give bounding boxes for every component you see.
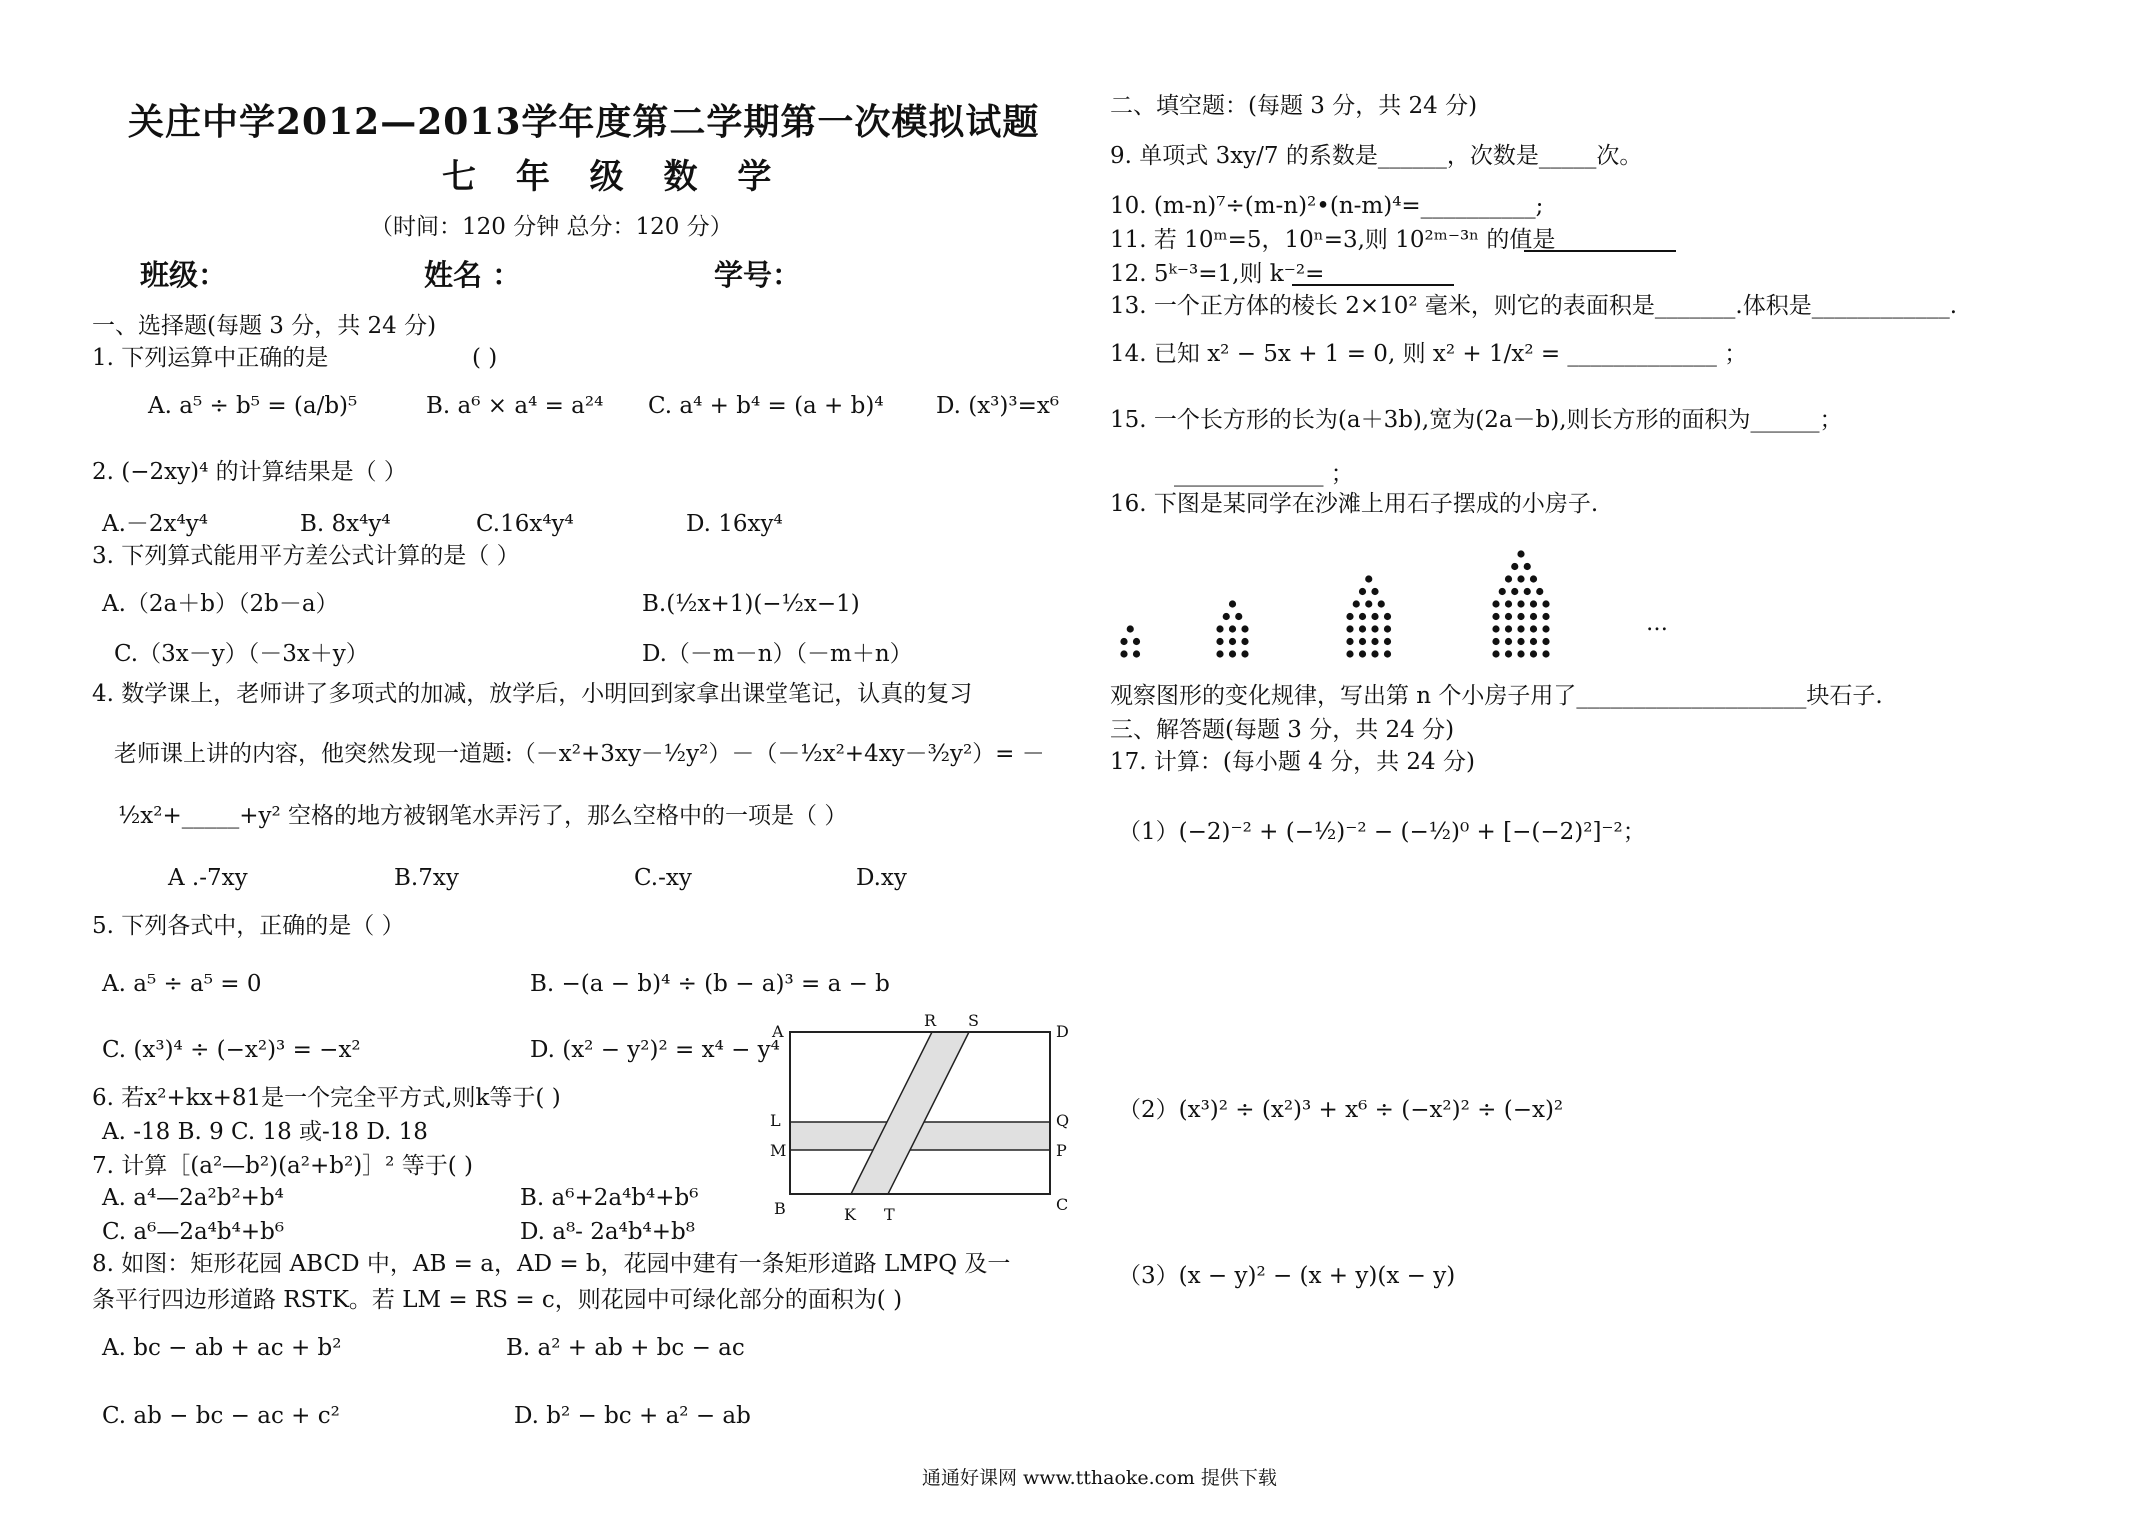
pebble — [1492, 650, 1499, 657]
q5-option-a: A. a⁵ ÷ a⁵ = 0 — [102, 971, 262, 997]
pebble — [1524, 563, 1531, 570]
label-S: S — [968, 1011, 979, 1030]
q16-question: 观察图形的变化规律，写出第 n 个小房子用了____________________块石子. — [1110, 683, 1883, 709]
pebble — [1365, 600, 1372, 607]
q3-option-c: C.（3x－y）（－3x＋y） — [114, 641, 369, 667]
label-A: A — [772, 1022, 784, 1041]
pebble — [1517, 650, 1524, 657]
q10: 10. (m-n)⁷÷(m-n)²•(n-m)⁴=__________; — [1110, 193, 1544, 219]
pebble — [1120, 650, 1127, 657]
q11: 11. 若 10ᵐ=5，10ⁿ=3,则 10²ᵐ⁻³ⁿ 的值是 — [1110, 227, 1556, 253]
q7-stem: 7. 计算［(a²—b²)(a²+b²)］² 等于( ) — [92, 1153, 473, 1179]
pebble — [1384, 625, 1391, 632]
q6-stem: 6. 若x²+kx+81是一个完全平方式,则k等于( ) — [92, 1085, 561, 1111]
q5-stem: 5. 下列各式中，正确的是（ ） — [92, 913, 405, 939]
pebble — [1359, 650, 1366, 657]
q7-option-b: B. a⁶+2a⁴b⁴+b⁶ — [520, 1185, 699, 1211]
pebble — [1216, 625, 1223, 632]
q3-option-d: D.（－m－n）（－m＋n） — [642, 641, 913, 667]
q4-line2: 老师课上讲的内容，他突然发现一道题:（－x²+3xy－½y²）－（－½x²+4xy－³⁄₂y²）= － — [114, 741, 1045, 767]
student-id-label: 学号： — [714, 258, 802, 292]
q1-option-a: A. a⁵ ÷ b⁵ = (a/b)⁵ — [148, 393, 358, 419]
q8-option-a: A. bc − ab + ac + b² — [102, 1335, 342, 1361]
q15-continued: _____________ ； — [1174, 461, 1354, 487]
pebble-houses-figure — [1110, 520, 1690, 670]
page-footer: 通通好课网 www.tthaoke.com 提供下载 — [922, 1467, 1277, 1489]
pebble — [1371, 638, 1378, 645]
pebble — [1346, 625, 1353, 632]
pebble — [1530, 600, 1537, 607]
exam-subtitle: 七 年 级 数 学 — [442, 157, 786, 197]
q9: 9. 单项式 3xy/7 的系数是______，次数是_____次。 — [1110, 143, 1643, 169]
pebble — [1536, 588, 1543, 595]
name-label: 姓名 ： — [424, 258, 522, 292]
pebble — [1241, 650, 1248, 657]
label-C: C — [1056, 1195, 1069, 1214]
pebble — [1216, 650, 1223, 657]
pebble — [1492, 625, 1499, 632]
label-K: K — [844, 1205, 856, 1224]
pebble — [1530, 638, 1537, 645]
q15: 15. 一个长方形的长为(a＋3b),宽为(2a－b),则长方形的面积为______； — [1110, 407, 1843, 433]
pebble — [1229, 650, 1236, 657]
pebble — [1505, 625, 1512, 632]
label-L: L — [770, 1111, 781, 1130]
pebble — [1505, 613, 1512, 620]
houses-ellipsis: … — [1646, 611, 1668, 636]
q2-stem: 2. (−2xy)⁴ 的计算结果是（ ） — [92, 459, 407, 485]
pebble — [1499, 588, 1506, 595]
pebble — [1517, 625, 1524, 632]
q4-line3: ½x²+_____+y² 空格的地方被钢笔水弄污了，那么空格中的一项是（ ） — [118, 803, 848, 829]
section3-heading: 三、解答题(每题 3 分，共 24 分) — [1110, 717, 1455, 743]
pebble — [1235, 613, 1242, 620]
pebble — [1517, 638, 1524, 645]
pebble — [1229, 638, 1236, 645]
q2-option-d: D. 16xy⁴ — [686, 511, 783, 537]
q7-option-c: C. a⁶—2a⁴b⁴+b⁶ — [102, 1219, 285, 1245]
q8-option-d: D. b² − bc + a² − ab — [514, 1403, 751, 1429]
label-P: P — [1056, 1141, 1067, 1160]
q1-stem: 1. 下列运算中正确的是 — [92, 345, 329, 371]
pebble — [1505, 650, 1512, 657]
pebble — [1371, 650, 1378, 657]
q17-heading: 17. 计算：(每小题 4 分，共 24 分) — [1110, 749, 1475, 775]
pebble — [1505, 638, 1512, 645]
pebble — [1346, 638, 1353, 645]
q11-blank — [1524, 250, 1676, 252]
q12: 12. 5ᵏ⁻³=1,则 k⁻²= — [1110, 261, 1325, 287]
section1-heading: 一、选择题(每题 3 分，共 24 分) — [92, 313, 437, 339]
pebble — [1378, 600, 1385, 607]
pebble — [1517, 613, 1524, 620]
q4-option-a: A .-7xy — [168, 865, 248, 891]
q1-option-d: D. (x³)³=x⁶ — [936, 393, 1060, 419]
q4-line1: 4. 数学课上，老师讲了多项式的加减，放学后，小明回到家拿出课堂笔记，认真的复习 — [92, 681, 973, 707]
label-T: T — [884, 1205, 895, 1224]
pebble — [1359, 613, 1366, 620]
pebble — [1371, 613, 1378, 620]
q3-option-a: A.（2a＋b）（2b－a） — [102, 591, 339, 617]
label-M: M — [770, 1141, 787, 1160]
q5-option-c: C. (x³)⁴ ÷ (−x²)³ = −x² — [102, 1037, 361, 1063]
q5-option-b: B. −(a − b)⁴ ÷ (b − a)³ = a − b — [530, 971, 890, 997]
pebble — [1346, 613, 1353, 620]
q1-paren: ( ) — [472, 345, 498, 371]
q3-stem: 3. 下列算式能用平方差公式计算的是（ ） — [92, 543, 520, 569]
pebble — [1133, 638, 1140, 645]
q3-option-b: B.(½x+1)(−½x−1) — [642, 591, 860, 617]
pebble — [1542, 600, 1549, 607]
pebble — [1127, 625, 1134, 632]
q4-option-c: C.-xy — [634, 865, 692, 891]
pebble — [1384, 638, 1391, 645]
q17-part2: （2）(x³)² ÷ (x²)³ + x⁶ ÷ (−x²)² ÷ (−x)² — [1118, 1097, 1564, 1123]
pebble — [1241, 638, 1248, 645]
pebble — [1223, 613, 1230, 620]
pebble — [1517, 550, 1524, 557]
q1-option-c: C. a⁴ + b⁴ = (a + b)⁴ — [648, 393, 884, 419]
pebble — [1359, 588, 1366, 595]
pebble — [1524, 588, 1531, 595]
pebble — [1365, 575, 1372, 582]
q17-part3: （3）(x − y)² − (x + y)(x − y) — [1118, 1263, 1456, 1289]
q4-option-b: B.7xy — [394, 865, 459, 891]
q13: 13. 一个正方体的棱长 2×10² 毫米，则它的表面积是_______.体积是____________. — [1110, 293, 1958, 319]
q16: 16. 下图是某同学在沙滩上用石子摆成的小房子. — [1110, 491, 1599, 517]
pebble — [1346, 650, 1353, 657]
pebble — [1517, 575, 1524, 582]
pebble — [1542, 613, 1549, 620]
pebble — [1542, 625, 1549, 632]
pebble — [1216, 638, 1223, 645]
pebble — [1505, 600, 1512, 607]
q1-option-b: B. a⁶ × a⁴ = a²⁴ — [426, 393, 604, 419]
pebble — [1492, 638, 1499, 645]
q17-part1: （1）(−2)⁻² + (−½)⁻² − (−½)⁰ + [−(−2)²]⁻²； — [1118, 819, 1646, 845]
q7-option-a: A. a⁴—2a²b²+b⁴ — [102, 1185, 284, 1211]
pebble — [1229, 600, 1236, 607]
pebble — [1517, 600, 1524, 607]
label-B: B — [774, 1199, 786, 1218]
pebble — [1371, 588, 1378, 595]
pebble — [1120, 638, 1127, 645]
q5-option-d: D. (x² − y²)² = x⁴ − y⁴ — [530, 1037, 780, 1063]
q12-blank — [1292, 284, 1454, 286]
q4-option-d: D.xy — [856, 865, 907, 891]
pebble — [1511, 563, 1518, 570]
class-label: 班级： — [140, 258, 228, 292]
label-Q: Q — [1056, 1111, 1070, 1130]
q14: 14. 已知 x² − 5x + 1 = 0, 则 x² + 1/x² = _____________ ； — [1110, 341, 1748, 367]
pebble — [1359, 638, 1366, 645]
pebble — [1241, 625, 1248, 632]
pebble — [1353, 600, 1360, 607]
road-rstk — [851, 1032, 969, 1194]
pebble — [1229, 625, 1236, 632]
q6-options: A. -18 B. 9 C. 18 或-18 D. 18 — [102, 1119, 428, 1145]
section2-heading: 二、填空题：(每题 3 分，共 24 分) — [1110, 93, 1478, 119]
time-info: （时间：120 分钟 总分：120 分） — [370, 214, 733, 240]
pebble — [1530, 613, 1537, 620]
q8-option-c: C. ab − bc − ac + c² — [102, 1403, 340, 1429]
pebble — [1384, 613, 1391, 620]
q2-option-a: A.－2x⁴y⁴ — [102, 511, 208, 537]
q2-option-b: B. 8x⁴y⁴ — [300, 511, 391, 537]
pebble — [1384, 650, 1391, 657]
pebble — [1133, 650, 1140, 657]
pebble — [1359, 625, 1366, 632]
pebble — [1542, 650, 1549, 657]
exam-title: 关庄中学2012—2013学年度第二学期第一次模拟试题 — [128, 101, 1040, 143]
q8-line2: 条平行四边形道路 RSTK。若 LM = RS = c，则花园中可绿化部分的面积为( ) — [92, 1287, 903, 1313]
pebble — [1492, 600, 1499, 607]
pebble — [1530, 575, 1537, 582]
pebble — [1530, 625, 1537, 632]
q8-line1: 8. 如图：矩形花园 ABCD 中，AB = a，AD = b，花园中建有一条矩形道路 LMPQ 及一 — [92, 1251, 1011, 1277]
pebble — [1505, 575, 1512, 582]
pebble — [1371, 625, 1378, 632]
pebble — [1511, 588, 1518, 595]
pebble — [1492, 613, 1499, 620]
label-D: D — [1056, 1022, 1069, 1041]
pebble — [1530, 650, 1537, 657]
garden-figure — [760, 1010, 1080, 1230]
q2-option-c: C.16x⁴y⁴ — [476, 511, 574, 537]
q8-option-b: B. a² + ab + bc − ac — [506, 1335, 745, 1361]
q7-option-d: D. a⁸- 2a⁴b⁴+b⁸ — [520, 1219, 695, 1245]
pebble — [1542, 638, 1549, 645]
label-R: R — [924, 1011, 937, 1030]
